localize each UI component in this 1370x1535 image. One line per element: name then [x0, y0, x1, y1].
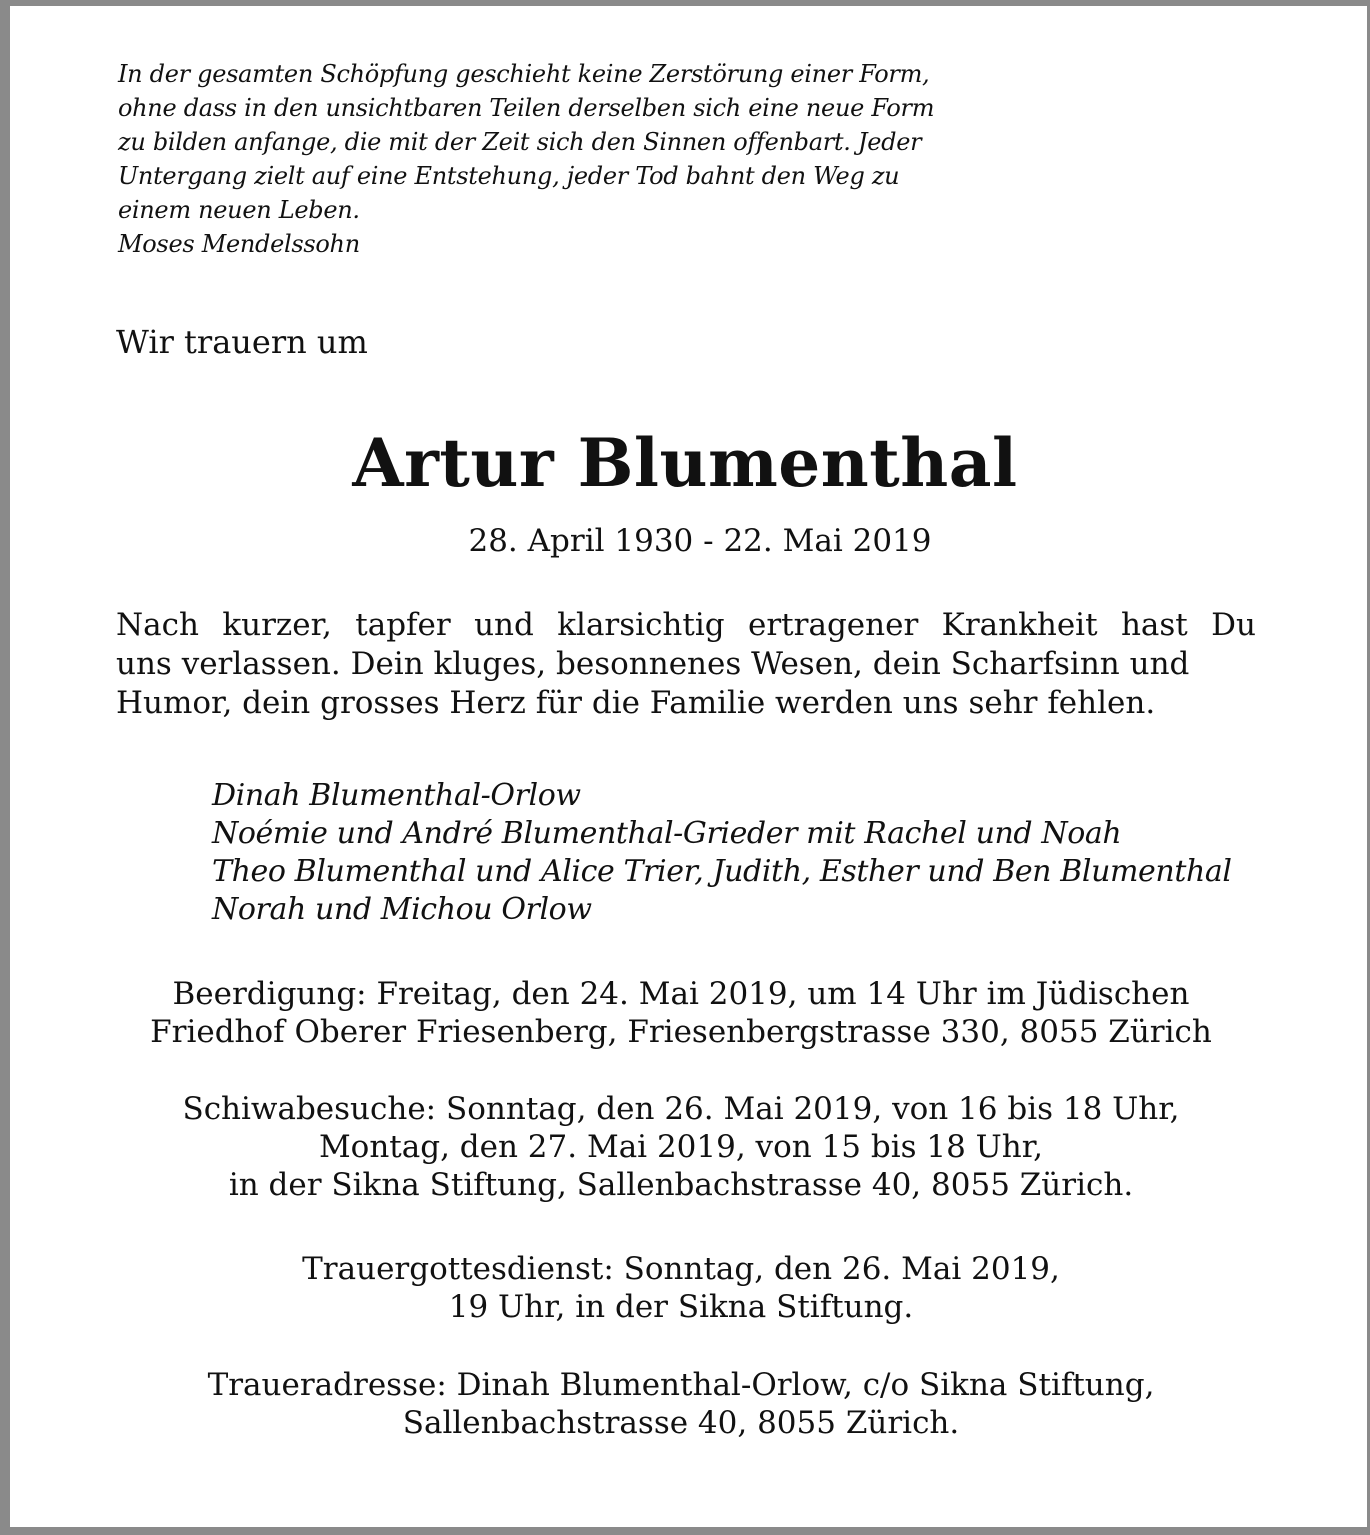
mourners-list — [212, 777, 1232, 929]
mourner-entry: Dinah Blumenthal-Orlow — [212, 778, 581, 813]
shiva-line: Montag, den 27. Mai 2019, von 15 bis 18 Uhr, — [318, 1129, 1044, 1165]
quote-line: In der gesamten Schöpfung geschieht keine Zerstörung einer Form, — [118, 60, 930, 88]
quote-line: Untergang zielt auf eine Entstehung, jeder Tod bahnt den Weg zu — [118, 162, 900, 190]
message-line: Nach kurzer, tapfer und klarsichtig ertragener Krankheit hast Du — [116, 607, 1256, 643]
deceased-name: Artur Blumenthal — [352, 424, 1018, 502]
burial-line: Beerdigung: Freitag, den 24. Mai 2019, um 14 Uhr im Jüdischen — [172, 976, 1190, 1012]
quote-line: zu bilden anfange, die mit der Zeit sich den Sinnen offenbart. Jeder — [118, 128, 922, 156]
shiva-line: in der Sikna Stiftung, Sallenbachstrasse 40, 8055 Zürich. — [228, 1167, 1134, 1203]
life-dates: 28. April 1930 - 22. Mai 2019 — [468, 523, 932, 559]
address-line: Traueradresse: Dinah Blumenthal-Orlow, c/o Sikna Stiftung, — [207, 1367, 1155, 1403]
shiva-info — [0, 1090, 1362, 1204]
burial-line: Friedhof Oberer Friesenberg, Friesenbergstrasse 330, 8055 Zürich — [150, 1014, 1212, 1050]
mourning-address — [0, 1366, 1362, 1442]
quote-line: einem neuen Leben. — [118, 196, 360, 224]
epigraph-quote — [118, 57, 1078, 261]
message-line: Humor, dein grosses Herz für die Familie werden uns sehr fehlen. — [116, 685, 1156, 721]
farewell-message — [116, 606, 1256, 723]
intro-text: Wir trauern um — [116, 323, 368, 361]
address-line: Sallenbachstrasse 40, 8055 Zürich. — [402, 1405, 960, 1441]
mourner-entry: Norah und Michou Orlow — [212, 892, 592, 927]
mourner-entry: Noémie und André Blumenthal-Grieder mit Rachel und Noah — [212, 816, 1122, 851]
shiva-line: Schiwabesuche: Sonntag, den 26. Mai 2019, von 16 bis 18 Uhr, — [182, 1091, 1180, 1127]
burial-info — [0, 975, 1362, 1051]
quote-line: ohne dass in den unsichtbaren Teilen derselben sich eine neue Form — [118, 94, 935, 122]
service-info — [0, 1250, 1362, 1326]
service-line: Trauergottesdienst: Sonntag, den 26. Mai 2019, — [302, 1251, 1060, 1287]
quote-author: Moses Mendelssohn — [118, 230, 360, 258]
mourner-entry: Theo Blumenthal und Alice Trier, Judith, Esther und Ben Blumenthal — [212, 854, 1232, 889]
message-line: uns verlassen. Dein kluges, besonnenes Wesen, dein Scharfsinn und — [116, 646, 1190, 682]
service-line: 19 Uhr, in der Sikna Stiftung. — [448, 1289, 914, 1325]
